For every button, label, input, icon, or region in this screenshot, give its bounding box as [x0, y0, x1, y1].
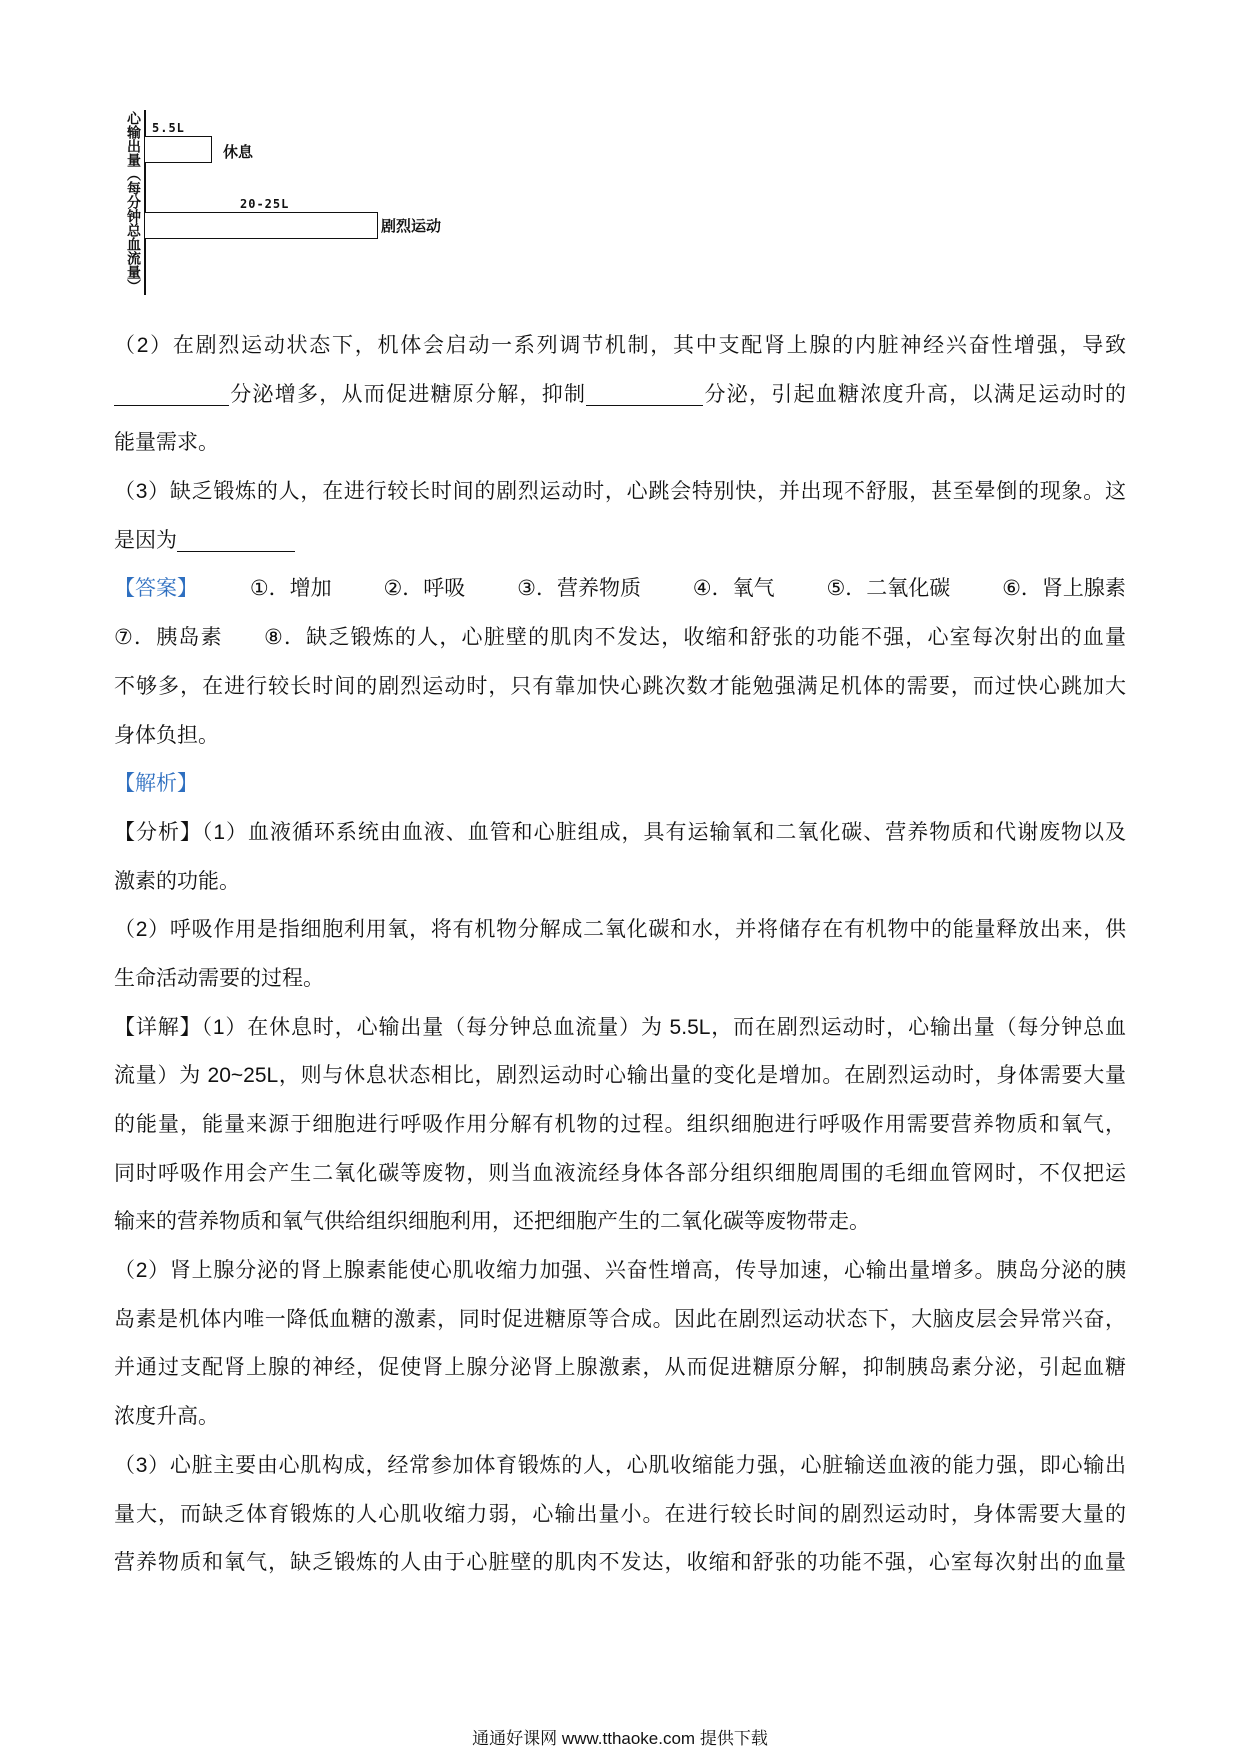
analysis-line: 岛素是机体内唯一降低血糖的激素，同时促进糖原等合成。因此在剧烈运动状态下，大脑皮层会异常兴奋，	[114, 1307, 1126, 1331]
answer-item: ⑤．二氧化碳	[826, 577, 951, 601]
bar-value-label-rest: 5.5L	[152, 121, 185, 135]
answer-item: ④．氧气	[692, 577, 775, 601]
analysis-line: 并通过支配肾上腺的神经，促使肾上腺分泌肾上腺激素，从而促进糖原分解，抑制胰岛素分泌，引起血糖	[114, 1356, 1126, 1380]
question-2-text: 分泌，引起血糖浓度升高，以满足运动时的	[703, 382, 1126, 406]
analysis-line: （3）心脏主要由心肌构成，经常参加体育锻炼的人，心肌收缩能力强，心脏输送血液的能力强，即心输出	[114, 1453, 1126, 1477]
bar-exercise	[144, 212, 378, 239]
answer-blank	[177, 529, 295, 552]
question-2-text: 分泌增多，从而促进糖原分解，抑制	[229, 382, 587, 406]
analysis-line: 输来的营养物质和氧气供给组织细胞利用，还把细胞产生的二氧化碳等废物带走。	[114, 1210, 870, 1234]
answer-line: 不够多，在进行较长时间的剧烈运动时，只有靠加快心跳次数才能勉强满足机体的需要，而过快心跳加大	[114, 674, 1126, 698]
analysis-line: 同时呼吸作用会产生二氧化碳等废物，则当血液流经身体各部分组织细胞周围的毛细血管网时，不仅把运	[114, 1161, 1126, 1185]
analysis-line: 【详解】（1）在休息时，心输出量（每分钟总血流量）为 5.5L，而在剧烈运动时，心输出量（每分钟总血	[114, 1015, 1126, 1039]
bar-category-label-rest: 休息	[223, 143, 254, 161]
answer-blank	[586, 383, 703, 406]
page-footer: 通通好课网 www.tthaoke.com 提供下载	[472, 1729, 768, 1748]
analysis-line: 浓度升高。	[114, 1405, 219, 1429]
answer-item: ③．营养物质	[517, 577, 641, 601]
answer-label: 【答案】	[114, 577, 198, 601]
question-2-line	[114, 371, 1126, 420]
bar-rest	[144, 136, 212, 163]
analysis-label: 【解析】	[114, 772, 198, 796]
analysis-line: 量大，而缺乏体育锻炼的人心肌收缩力弱，心输出量小。在进行较长时间的剧烈运动时，身体需要大量的	[114, 1502, 1126, 1526]
bar-value-label-exercise: 20-25L	[240, 197, 290, 211]
analysis-line: （2）肾上腺分泌的肾上腺素能使心肌收缩力加强、兴奋性增高，传导加速，心输出量增多。胰岛分泌的胰	[114, 1259, 1126, 1283]
answer-blank	[114, 383, 229, 406]
answer-item: ①．增加	[249, 577, 332, 601]
analysis-line: （2）呼吸作用是指细胞利用氧，将有机物分解成二氧化碳和水，并将储存在有机物中的能量释放出来，供	[114, 918, 1126, 942]
answer-line: 身体负担。	[114, 723, 219, 747]
analysis-line: 【分析】（1）血液循环系统由血液、血管和心脏组成，具有运输氧和二氧化碳、营养物质和代谢废物以及	[114, 820, 1126, 844]
y-axis-label: 心输出量（每分钟总血流量）	[125, 111, 141, 293]
document-body	[114, 322, 1126, 1588]
question-2-line: （2）在剧烈运动状态下，机体会启动一系列调节机制，其中支配肾上腺的内脏神经兴奋性增强，导致	[114, 334, 1126, 357]
answer-item-8-text: ⑧．缺乏锻炼的人，心脏壁的肌肉不发达，收缩和舒张的功能不强，心室每次射出的血量	[262, 626, 1126, 650]
analysis-line: 营养物质和氧气，缺乏锻炼的人由于心脏壁的肌肉不发达，收缩和舒张的功能不强，心室每次射出的血量	[114, 1551, 1126, 1575]
answer-item: ⑦．胰岛素	[114, 626, 223, 650]
answer-row	[114, 565, 1126, 614]
analysis-line: 流量）为 20~25L，则与休息状态相比，剧烈运动时心输出量的变化是增加。在剧烈运动时，身体需要大量	[114, 1064, 1126, 1088]
answer-item: ⑥．肾上腺素	[1002, 577, 1126, 601]
question-3-text: 是因为	[114, 528, 177, 552]
answer-item: ②．呼吸	[383, 577, 466, 601]
question-2-line: 能量需求。	[114, 431, 219, 455]
answer-line	[114, 614, 1126, 663]
analysis-line: 激素的功能。	[114, 869, 240, 893]
analysis-line: 的能量，能量来源于细胞进行呼吸作用分解有机物的过程。组织细胞进行呼吸作用需要营养物质和氧气，	[114, 1113, 1126, 1136]
question-3-line	[114, 517, 1126, 566]
bar-category-label-exercise: 剧烈运动	[381, 217, 442, 235]
question-3-line: （3）缺乏锻炼的人，在进行较长时间的剧烈运动时，心跳会特别快，并出现不舒服，甚至晕倒的现象。这	[114, 480, 1126, 504]
analysis-line: 生命活动需要的过程。	[114, 966, 324, 990]
